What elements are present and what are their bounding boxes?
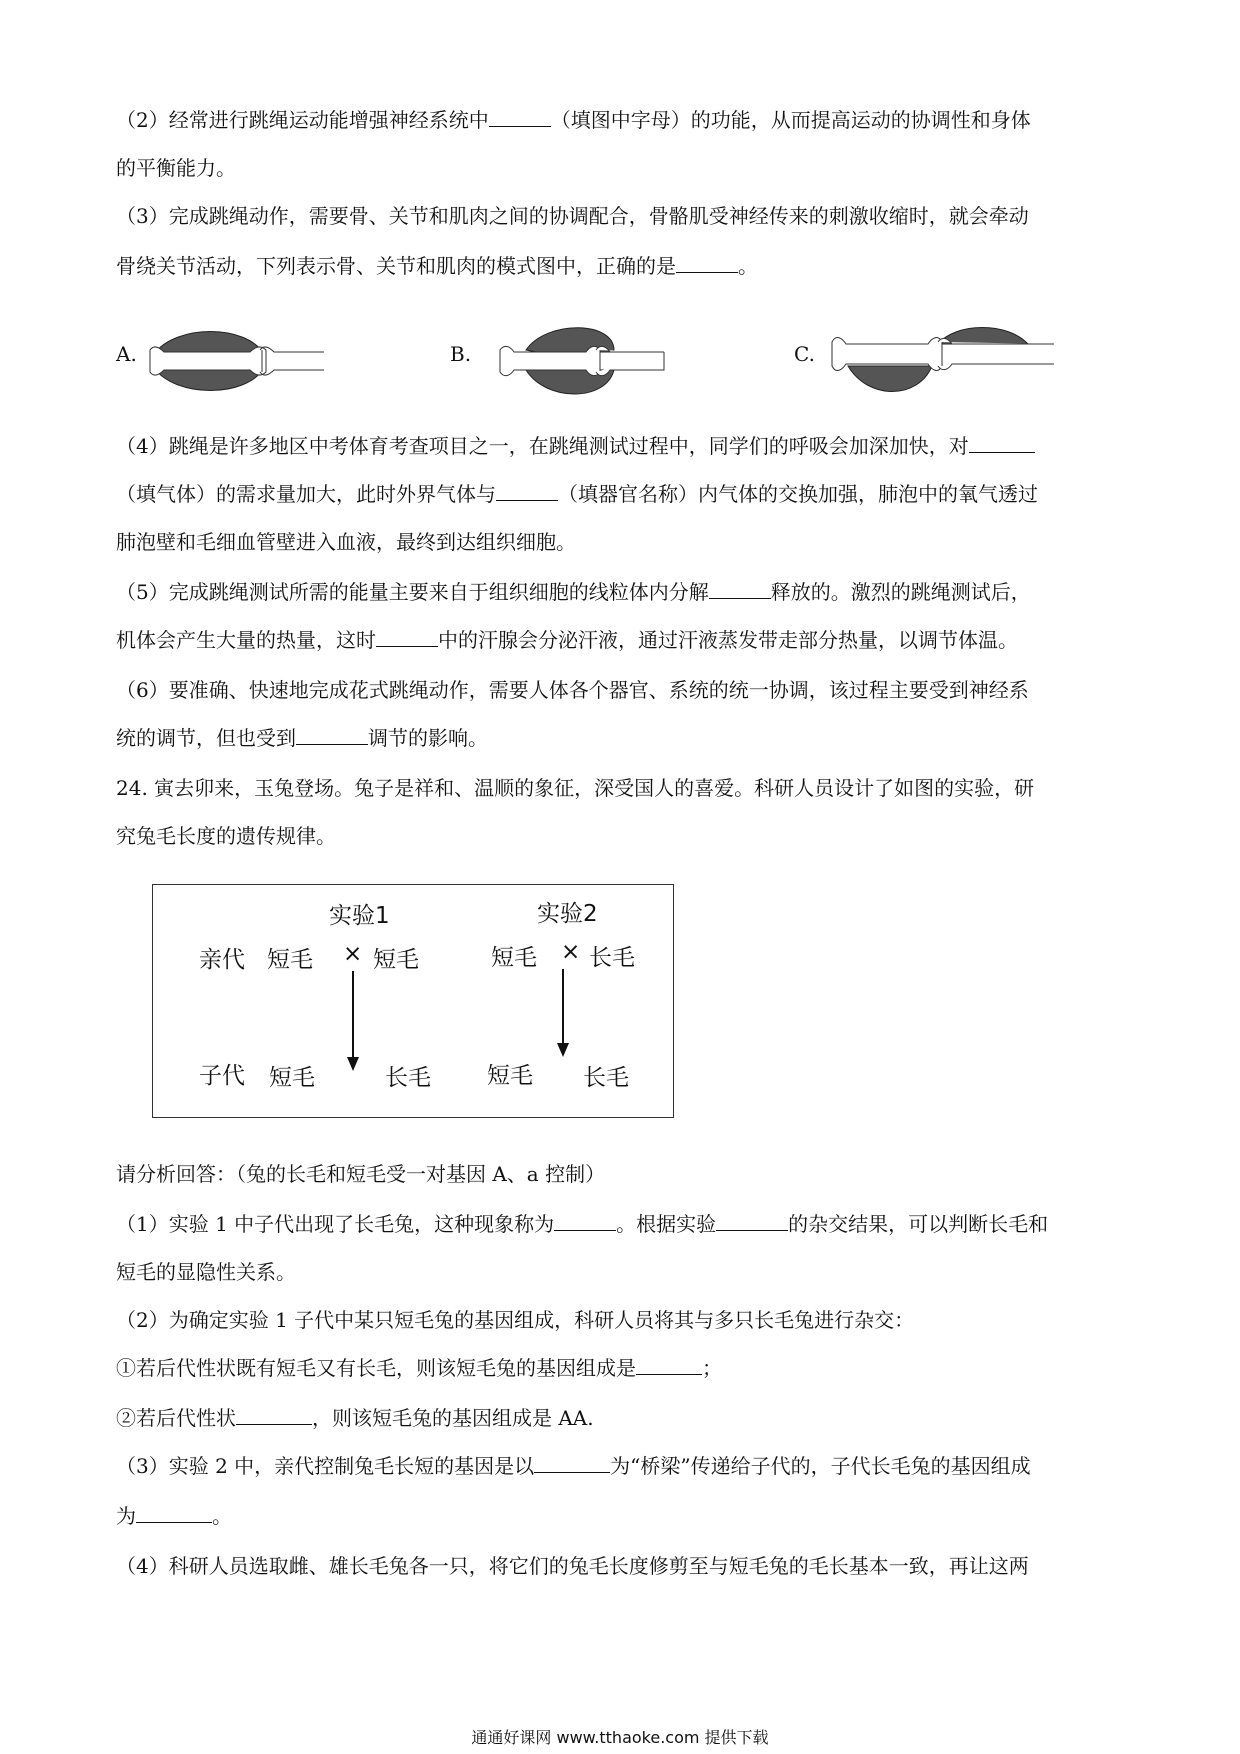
text: （2）经常进行跳绳运动能增强神经系统中 xyxy=(116,108,489,132)
exp1-parent-left: 短毛 xyxy=(267,947,313,973)
text: 骨绕关节活动，下列表示骨、关节和肌肉的模式图中，正确的是 xyxy=(116,254,676,278)
text: （4）跳绳是许多地区中考体育考查项目之一，在跳绳测试过程中，同学们的呼吸会加深加快，对 xyxy=(116,434,969,458)
text: （6）要准确、快速地完成花式跳绳动作，需要人体各个器官、系统的统一协调，该过程主要受到神经系 xyxy=(116,678,1029,702)
text: ； xyxy=(702,1356,722,1380)
text: 。 xyxy=(738,254,758,278)
bone-right xyxy=(260,347,324,375)
q24-part1-line2 xyxy=(116,1258,296,1286)
q24-intro-line2 xyxy=(116,822,336,850)
text: 24. 寅去卯来，玉兔登场。兔子是祥和、温顺的象征，深受国人的喜爱。科研人员设计了如图的实验，研 xyxy=(116,776,1035,800)
answer-blank xyxy=(554,1210,616,1231)
muscle-top xyxy=(938,328,1028,345)
text: 中的汗腺会分泌汗液，通过汗液蒸发带走部分热量，以调节体温。 xyxy=(438,628,1018,652)
bone-right xyxy=(938,338,1054,369)
text: 。根据实验 xyxy=(616,1212,717,1236)
q24-part2-item1 xyxy=(116,1354,722,1382)
q24-intro-line1 xyxy=(116,774,1034,802)
muscle-bottom xyxy=(848,366,932,392)
answer-blank xyxy=(496,480,558,501)
exp2-parent-left: 短毛 xyxy=(491,945,537,971)
option-c-label: C. xyxy=(794,342,815,366)
exp2-offspring-right: 长毛 xyxy=(583,1065,629,1091)
answer-blank xyxy=(534,1452,610,1473)
q23-part2-line1 xyxy=(116,106,1031,134)
q23-part3-line2 xyxy=(116,252,758,280)
text: （3）完成跳绳动作，需要骨、关节和肌肉之间的协调配合，骨骼肌受神经传来的刺激收缩时，就会牵动 xyxy=(116,204,1029,228)
option-b-label: B. xyxy=(450,342,472,366)
text: 的平衡能力。 xyxy=(116,156,236,180)
q24-part3-line1 xyxy=(116,1452,1031,1480)
genetics-experiment-figure xyxy=(152,884,674,1118)
offspring-generation-label: 子代 xyxy=(199,1063,245,1089)
text: 机体会产生大量的热量，这时 xyxy=(116,628,376,652)
text: （1）实验 1 中子代出现了长毛兔，这种现象称为 xyxy=(116,1212,555,1236)
answer-blank xyxy=(716,1210,788,1231)
q23-part2-line2 xyxy=(116,154,236,182)
text: （填图中字母）的功能，从而提高运动的协调性和身体 xyxy=(550,108,1031,132)
q24-part4-line1 xyxy=(116,1552,1029,1580)
text: （5）完成跳绳测试所需的能量主要来自于组织细胞的线粒体内分解 xyxy=(116,580,709,604)
exp1-offspring-left: 短毛 xyxy=(269,1065,315,1091)
q24-part1-line1 xyxy=(116,1210,1048,1238)
text: （2）为确定实验 1 子代中某只短毛兔的基因组成，科研人员将其与多只长毛兔进行杂交： xyxy=(116,1308,915,1332)
text: 的杂交结果，可以判断长毛和 xyxy=(788,1212,1049,1236)
text: （填气体）的需求量加大，此时外界气体与 xyxy=(116,482,496,506)
answer-blank xyxy=(489,106,551,127)
text: 为 xyxy=(116,1504,136,1528)
cross-symbol: × xyxy=(343,941,363,967)
q23-part5-line1 xyxy=(116,578,1031,606)
answer-blank xyxy=(636,1354,702,1375)
text: 调节的影响。 xyxy=(368,726,488,750)
answer-blank xyxy=(676,252,738,273)
q23-part4-line1 xyxy=(116,432,1035,460)
q23-part6-line2 xyxy=(116,724,488,752)
answer-blank xyxy=(376,626,438,647)
text: 请分析回答：（兔的长毛和短毛受一对基因 A、a 控制） xyxy=(116,1162,606,1186)
parent-generation-label: 亲代 xyxy=(199,947,245,973)
text: （4）科研人员选取雌、雄长毛兔各一只，将它们的兔毛长度修剪至与短毛兔的毛长基本一致，再让这两 xyxy=(116,1554,1029,1578)
muscle-bottom xyxy=(154,368,264,391)
text: （填器官名称）内气体的交换加强，肺泡中的氧气透过 xyxy=(558,482,1038,506)
answer-blank xyxy=(136,1502,212,1523)
text: 肺泡壁和毛细血管壁进入血液，最终到达组织细胞。 xyxy=(116,530,576,554)
q23-part5-line2 xyxy=(116,626,1018,654)
option-a-bone-muscle-diagram xyxy=(146,326,326,396)
answer-blank xyxy=(236,1404,312,1425)
exp2-arrow-down xyxy=(553,969,573,1059)
text: 。 xyxy=(212,1504,232,1528)
answer-blank xyxy=(709,578,771,599)
option-a-label: A. xyxy=(116,342,137,366)
experiment-1-title: 实验1 xyxy=(329,903,390,929)
text: ①若后代性状既有短毛又有长毛，则该短毛兔的基因组成是 xyxy=(116,1356,636,1380)
q23-part4-line2 xyxy=(116,480,1038,508)
answer-blank xyxy=(969,432,1035,453)
text: 为“桥梁”传递给子代的，子代长毛兔的基因组成 xyxy=(610,1454,1031,1478)
text: ②若后代性状 xyxy=(116,1406,236,1430)
experiment-2-title: 实验2 xyxy=(537,901,598,927)
text: ，则该短毛兔的基因组成是 AA. xyxy=(312,1406,594,1430)
option-c-bone-muscle-diagram xyxy=(828,318,1058,398)
text: 短毛的显隐性关系。 xyxy=(116,1260,296,1284)
q24-part2-line1 xyxy=(116,1306,914,1334)
exp1-arrow-down xyxy=(343,971,363,1071)
exp1-parent-right: 短毛 xyxy=(373,947,419,973)
q24-part2-item2 xyxy=(116,1404,594,1432)
q24-part3-line2 xyxy=(116,1502,232,1530)
text: 究兔毛长度的遗传规律。 xyxy=(116,824,336,848)
text: 释放的。激烈的跳绳测试后， xyxy=(770,580,1031,604)
muscle-top xyxy=(154,332,264,355)
text: （3）实验 2 中，亲代控制兔毛长短的基因是以 xyxy=(116,1454,535,1478)
text: 统的调节，但也受到 xyxy=(116,726,296,750)
cross-symbol: × xyxy=(561,939,581,965)
q23-part3-line1 xyxy=(116,202,1029,230)
option-b-bone-muscle-diagram xyxy=(496,324,666,398)
page-footer: 通通好课网 www.tthaoke.com 提供下载 xyxy=(471,1728,769,1747)
exp1-offspring-right: 长毛 xyxy=(385,1065,431,1091)
q23-part4-line3 xyxy=(116,528,576,556)
q23-part6-line1 xyxy=(116,676,1029,704)
q24-prompt xyxy=(116,1160,605,1188)
answer-blank xyxy=(296,724,368,745)
exp2-offspring-left: 短毛 xyxy=(487,1063,533,1089)
exp2-parent-right: 长毛 xyxy=(589,945,635,971)
